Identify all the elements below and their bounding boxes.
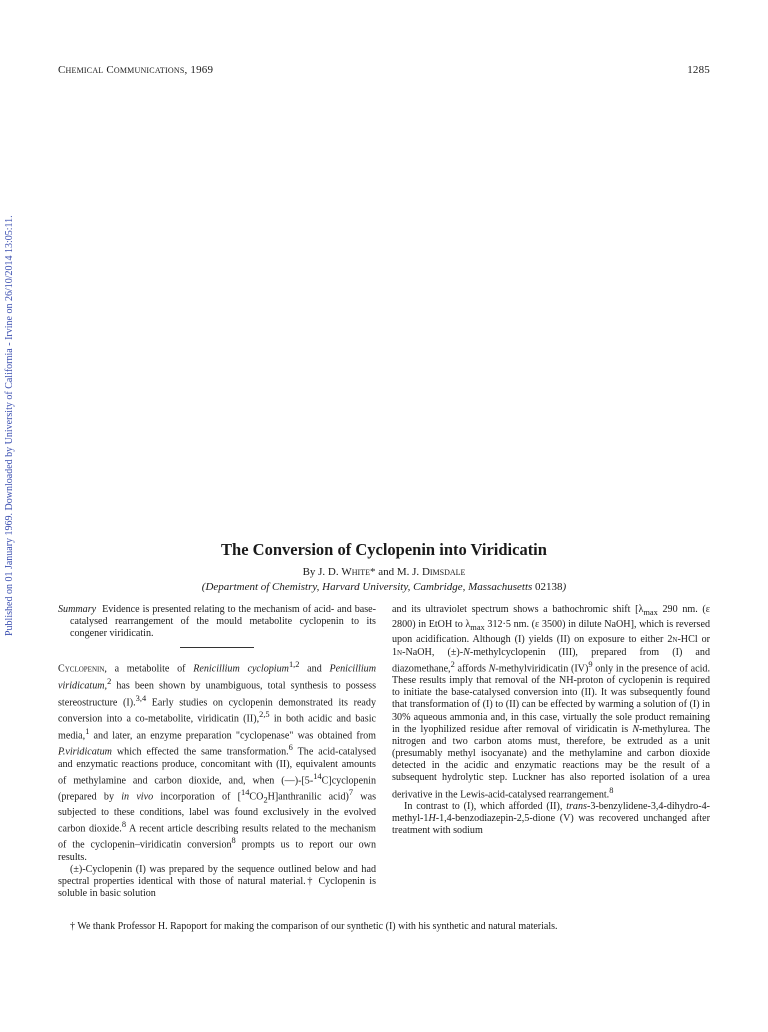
subscript: max xyxy=(643,608,658,618)
running-head xyxy=(58,64,710,76)
isotope-mass: 14 xyxy=(241,788,250,798)
text: 290 nm. (ε 2800) in EtOH to λ xyxy=(392,604,711,631)
title-block xyxy=(58,540,710,593)
text: in both acidic and basic media, xyxy=(58,713,376,741)
paragraph-3 xyxy=(392,604,710,801)
reference: 7 xyxy=(348,788,354,798)
text: In contrast to (I), which afforded (II), xyxy=(404,801,567,813)
byline-prefix: By J. D. xyxy=(302,566,342,578)
reference: 8 xyxy=(231,836,236,846)
corresponding-mark: * xyxy=(369,566,376,578)
download-notice[interactable]: Published on 01 January 1969. Downloaded by University of California - Irvine on 26/10/2014 13:05:11. xyxy=(4,215,15,636)
text: C]cyclopenin (prepared by xyxy=(58,775,376,803)
text: and later, an enzyme preparation "cyclopenase" was obtained from xyxy=(89,729,376,741)
species-name: Penicillium viridicatum, xyxy=(58,663,376,692)
italic-term: trans xyxy=(566,801,587,813)
text: only in the presence of acid. These results imply that removal of the NH-proton of cyclopenin is required to initiate the base-catalysed conversion into (II). It was subsequently found that transformation of (I) to (II) can be effected by warming a solution of (I) in 30% aqueous ammonia and, in this case, virtually the sole product remaining in the lyophilized residue after removal of viridicatin is xyxy=(392,663,710,735)
reference: 9 xyxy=(588,659,593,669)
text: -methylviridicatin (IV) xyxy=(495,663,589,675)
italic-term: N xyxy=(488,663,496,675)
text: was subjected to these conditions, label was found exclusively in the evolved carbon dioxide. xyxy=(58,791,376,835)
text: -HCl or 1 xyxy=(392,634,710,658)
journal-name: Chemical Communications, 1969 xyxy=(58,64,214,76)
author-dimsdale: Dimsdale xyxy=(421,566,466,578)
text: Early studies on cyclopenin demonstrated its ready conversion into a co-metabolite, viridicatin (II), xyxy=(58,696,376,725)
text: -methylurea. The nitrogen and two carbon atoms must, therefore, be extruded as a unit (presumably methyl isocyanate) and the methylamine and carbon dioxide detected in the acidic and enzymatic reactions may be the result of a subsequent hydrolytic step. Luckner has also reported isolation of a urea derivative in the Lewis-acid-catalysed rearrangement. xyxy=(392,723,710,800)
normality-unit: n xyxy=(397,646,403,658)
reference: 1,2 xyxy=(288,660,300,670)
italic-term: in vivo xyxy=(121,791,154,803)
paragraph-4 xyxy=(392,801,710,837)
subscript: max xyxy=(470,623,485,633)
text: a metabolite of xyxy=(106,663,194,675)
reference: 2 xyxy=(450,659,455,669)
affiliation xyxy=(58,581,710,593)
lead-word: Cyclopenin, xyxy=(58,663,107,675)
reference: 2 xyxy=(107,676,112,686)
author-white: White xyxy=(341,566,370,578)
text: prompts us to report our own results. xyxy=(58,839,376,863)
text: The acid-catalysed and enzymatic reactions produce, concomitant with (II), equivalent amounts of methylamine and carbon dioxide, and, when (—)-[5- xyxy=(58,746,376,787)
text: which effected the same transformation. xyxy=(111,746,289,758)
subscript: 2 xyxy=(263,795,268,805)
italic-term: H xyxy=(428,813,436,825)
page-number: 1285 xyxy=(687,64,710,76)
text: and its ultraviolet spectrum shows a bathochromic shift [λ xyxy=(392,604,644,615)
text: H]anthranilic acid) xyxy=(267,791,349,803)
affiliation-zip: 02138 xyxy=(535,581,563,593)
normality-unit: n xyxy=(672,634,678,646)
reference: 1 xyxy=(85,726,90,736)
left-column xyxy=(58,604,376,901)
text: CO xyxy=(249,791,264,803)
text: incorporation of [ xyxy=(153,791,241,803)
byline-and: and M. J. xyxy=(375,566,422,578)
summary-text: Evidence is presented relating to the mechanism of acid- and base-catalysed rearrangement of the mould metabolite cyclopenin to its congener viridicatin. xyxy=(70,604,377,640)
affiliation-close: ) xyxy=(562,581,567,593)
text: -NaOH, (±)- xyxy=(402,646,464,658)
text: -methylcyclopenin (III), prepared from (I) and diazomethane, xyxy=(392,646,710,675)
species-name: P.viridicatum xyxy=(58,746,112,758)
reference: 8 xyxy=(609,785,614,795)
reference: 3,4 xyxy=(135,693,147,703)
italic-term: N xyxy=(463,646,470,658)
reference: 6 xyxy=(288,743,293,753)
isotope-mass: 14 xyxy=(313,771,322,781)
reference: 2,5 xyxy=(259,710,270,720)
text: A recent article describing results related to the mechanism of the cyclopenin–viridicatin conversion xyxy=(58,823,376,851)
text: and xyxy=(299,663,330,675)
affiliation-text: (Department of Chemistry, Harvard University, Cambridge, Massachusetts xyxy=(201,581,536,593)
reference: 8 xyxy=(121,819,127,829)
text: 312·5 nm. (ε 3500) in dilute NaOH], which is reversed upon acidification. Although (I) yields (II) on exposure to either 2 xyxy=(392,619,710,646)
text: has been shown by unambiguous, total synthesis to possess stereostructure (I). xyxy=(58,680,376,708)
article-title: The Conversion of Cyclopenin into Viridicatin xyxy=(221,540,547,559)
summary-label: Summary xyxy=(58,604,97,615)
text: -1,4-benzodiazepin-2,5-dione (V) was recovered unchanged after treatment with sodium xyxy=(392,813,710,837)
paragraph-2 xyxy=(58,864,376,900)
right-column xyxy=(392,604,710,838)
paragraph-1 xyxy=(58,659,376,864)
summary xyxy=(58,604,376,640)
species-name: Renicillium cyclopium xyxy=(193,663,289,675)
byline xyxy=(58,566,710,578)
text: (±)-Cyclopenin (I) was prepared by the sequence outlined below and had spectral properties identical with those of natural material.† Cyclopenin is soluble in basic solution xyxy=(58,864,376,900)
text: -3-benzylidene-3,4-dihydro-4-methyl-1 xyxy=(392,801,710,825)
italic-term: N xyxy=(632,723,640,735)
footnote: † We thank Professor H. Rapoport for making the comparison of our synthetic (I) with his synthetic and natural materials. xyxy=(70,921,558,932)
separator-rule xyxy=(180,647,254,648)
text: affords xyxy=(454,663,489,675)
